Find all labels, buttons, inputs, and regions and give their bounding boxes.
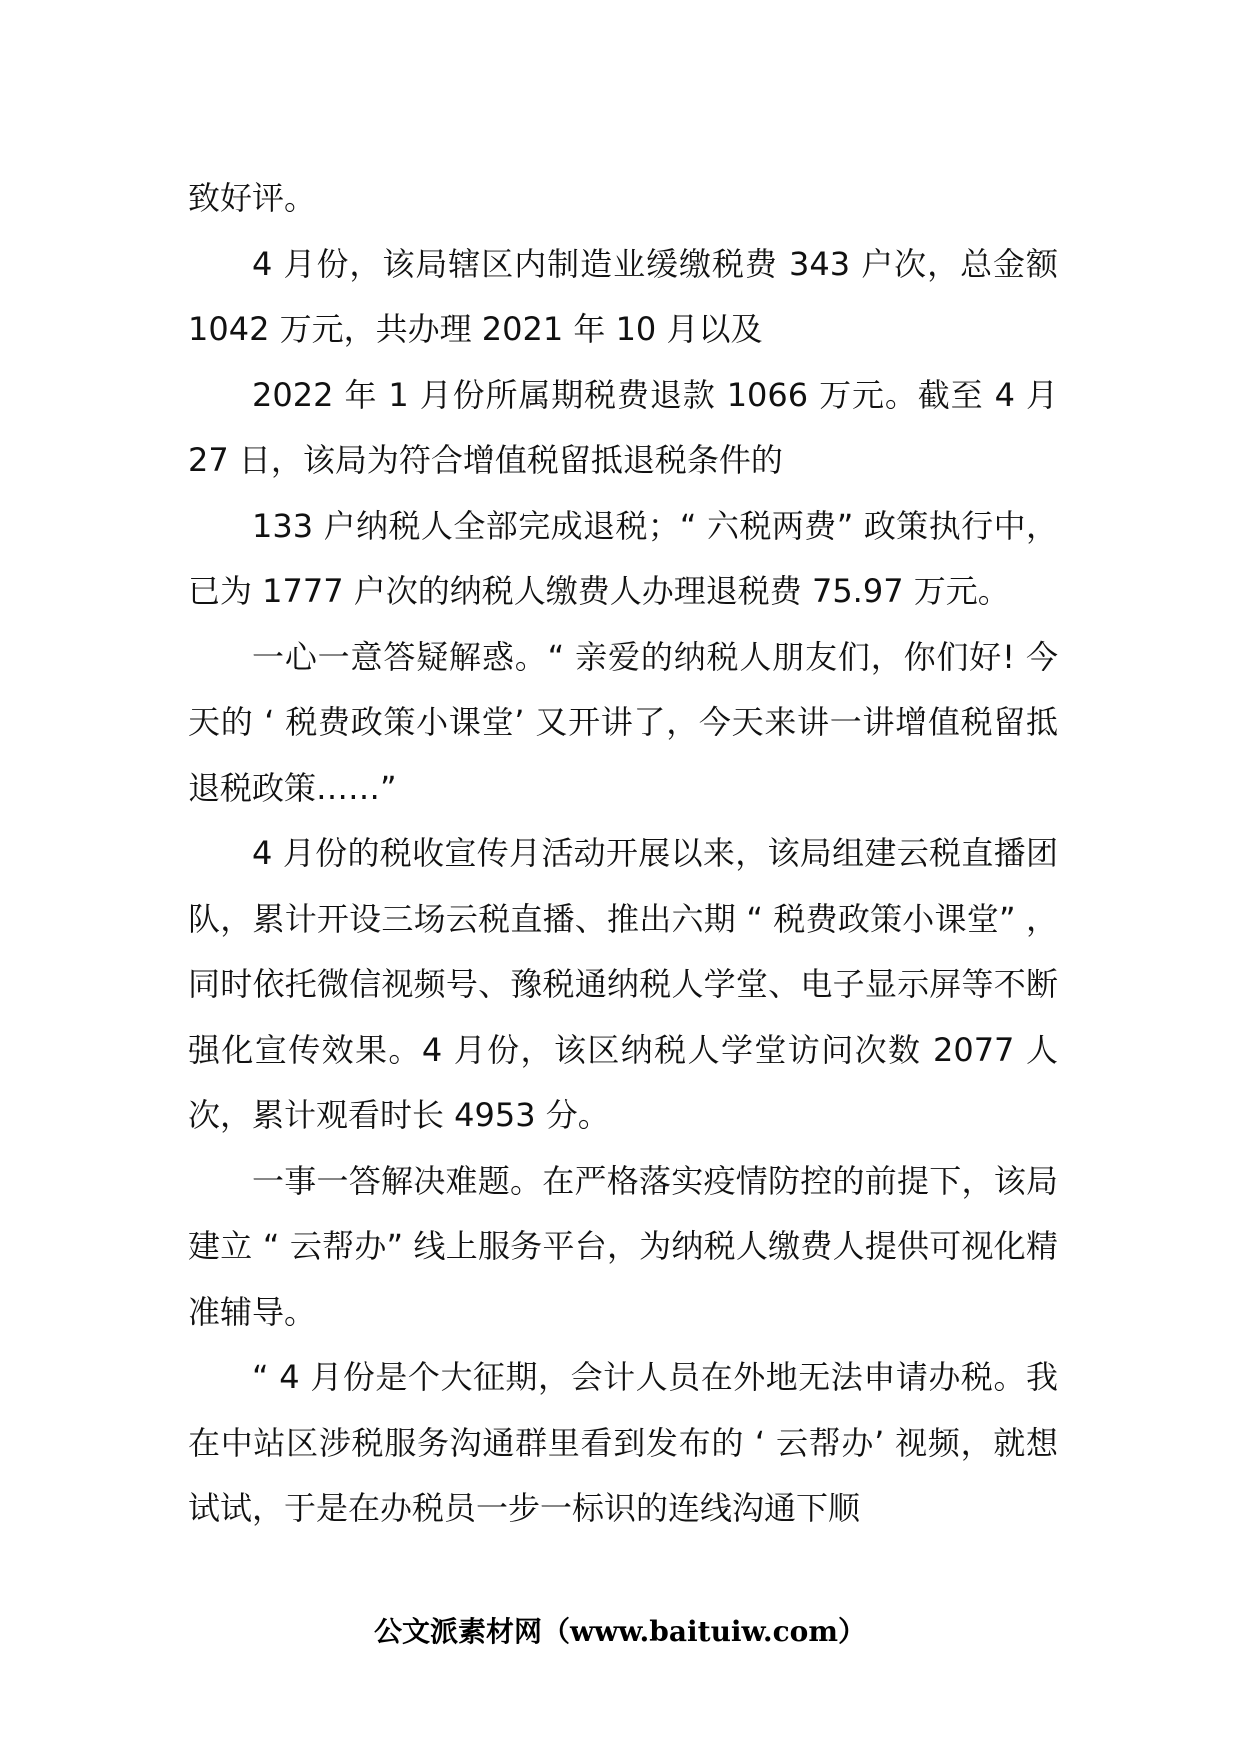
- paragraph-5: 一心一意答疑解惑。“ 亲爱的纳税人朋友们，你们好! 今天的 ‘ 税费政策小课堂’ 又开讲了，今天来讲一讲增值税留抵退税政策……”: [188, 637, 1058, 807]
- footer-watermark: 公文派素材网（www.baituiw.com）: [374, 1615, 866, 1648]
- paragraph-7: 一事一答解决难题。在严格落实疫情防控的前提下，该局建立 “ 云帮办” 线上服务平台，为纳税人缴费人提供可视化精准辅导。: [188, 1161, 1058, 1331]
- paragraph-6: 4 月份的税收宣传月活动开展以来，该局组建云税直播团队，累计开设三场云税直播、推出六期 “ 税费政策小课堂” ，同时依托微信视频号、豫税通纳税人学堂、电子显示屏等不断强化宣传效果。4 月份，该区纳税人学堂访问次数 2077 人次，累计观看时长 4953 分。: [188, 834, 1058, 1134]
- document-body: [188, 166, 1058, 1542]
- paragraph-8: “ 4 月份是个大征期，会计人员在外地无法申请办税。我在中站区涉税服务沟通群里看到发布的 ‘ 云帮办’ 视频，就想试试，于是在办税员一步一标识的连线沟通下顺: [188, 1358, 1058, 1527]
- paragraph-3: 2022 年 1 月份所属期税费退款 1066 万元。截至 4 月 27 日，该局为符合增值税留抵退税条件的: [188, 375, 1058, 479]
- paragraph-1: 致好评。: [188, 179, 317, 217]
- paragraph-4: 133 户纳税人全部完成退税；“ 六税两费” 政策执行中，已为 1777 户次的纳税人缴费人办理退税费 75.97 万元。: [188, 506, 1058, 610]
- paragraph-2: 4 月份，该局辖区内制造业缓缴税费 343 户次，总金额 1042 万元，共办理 2021 年 10 月以及: [188, 244, 1058, 348]
